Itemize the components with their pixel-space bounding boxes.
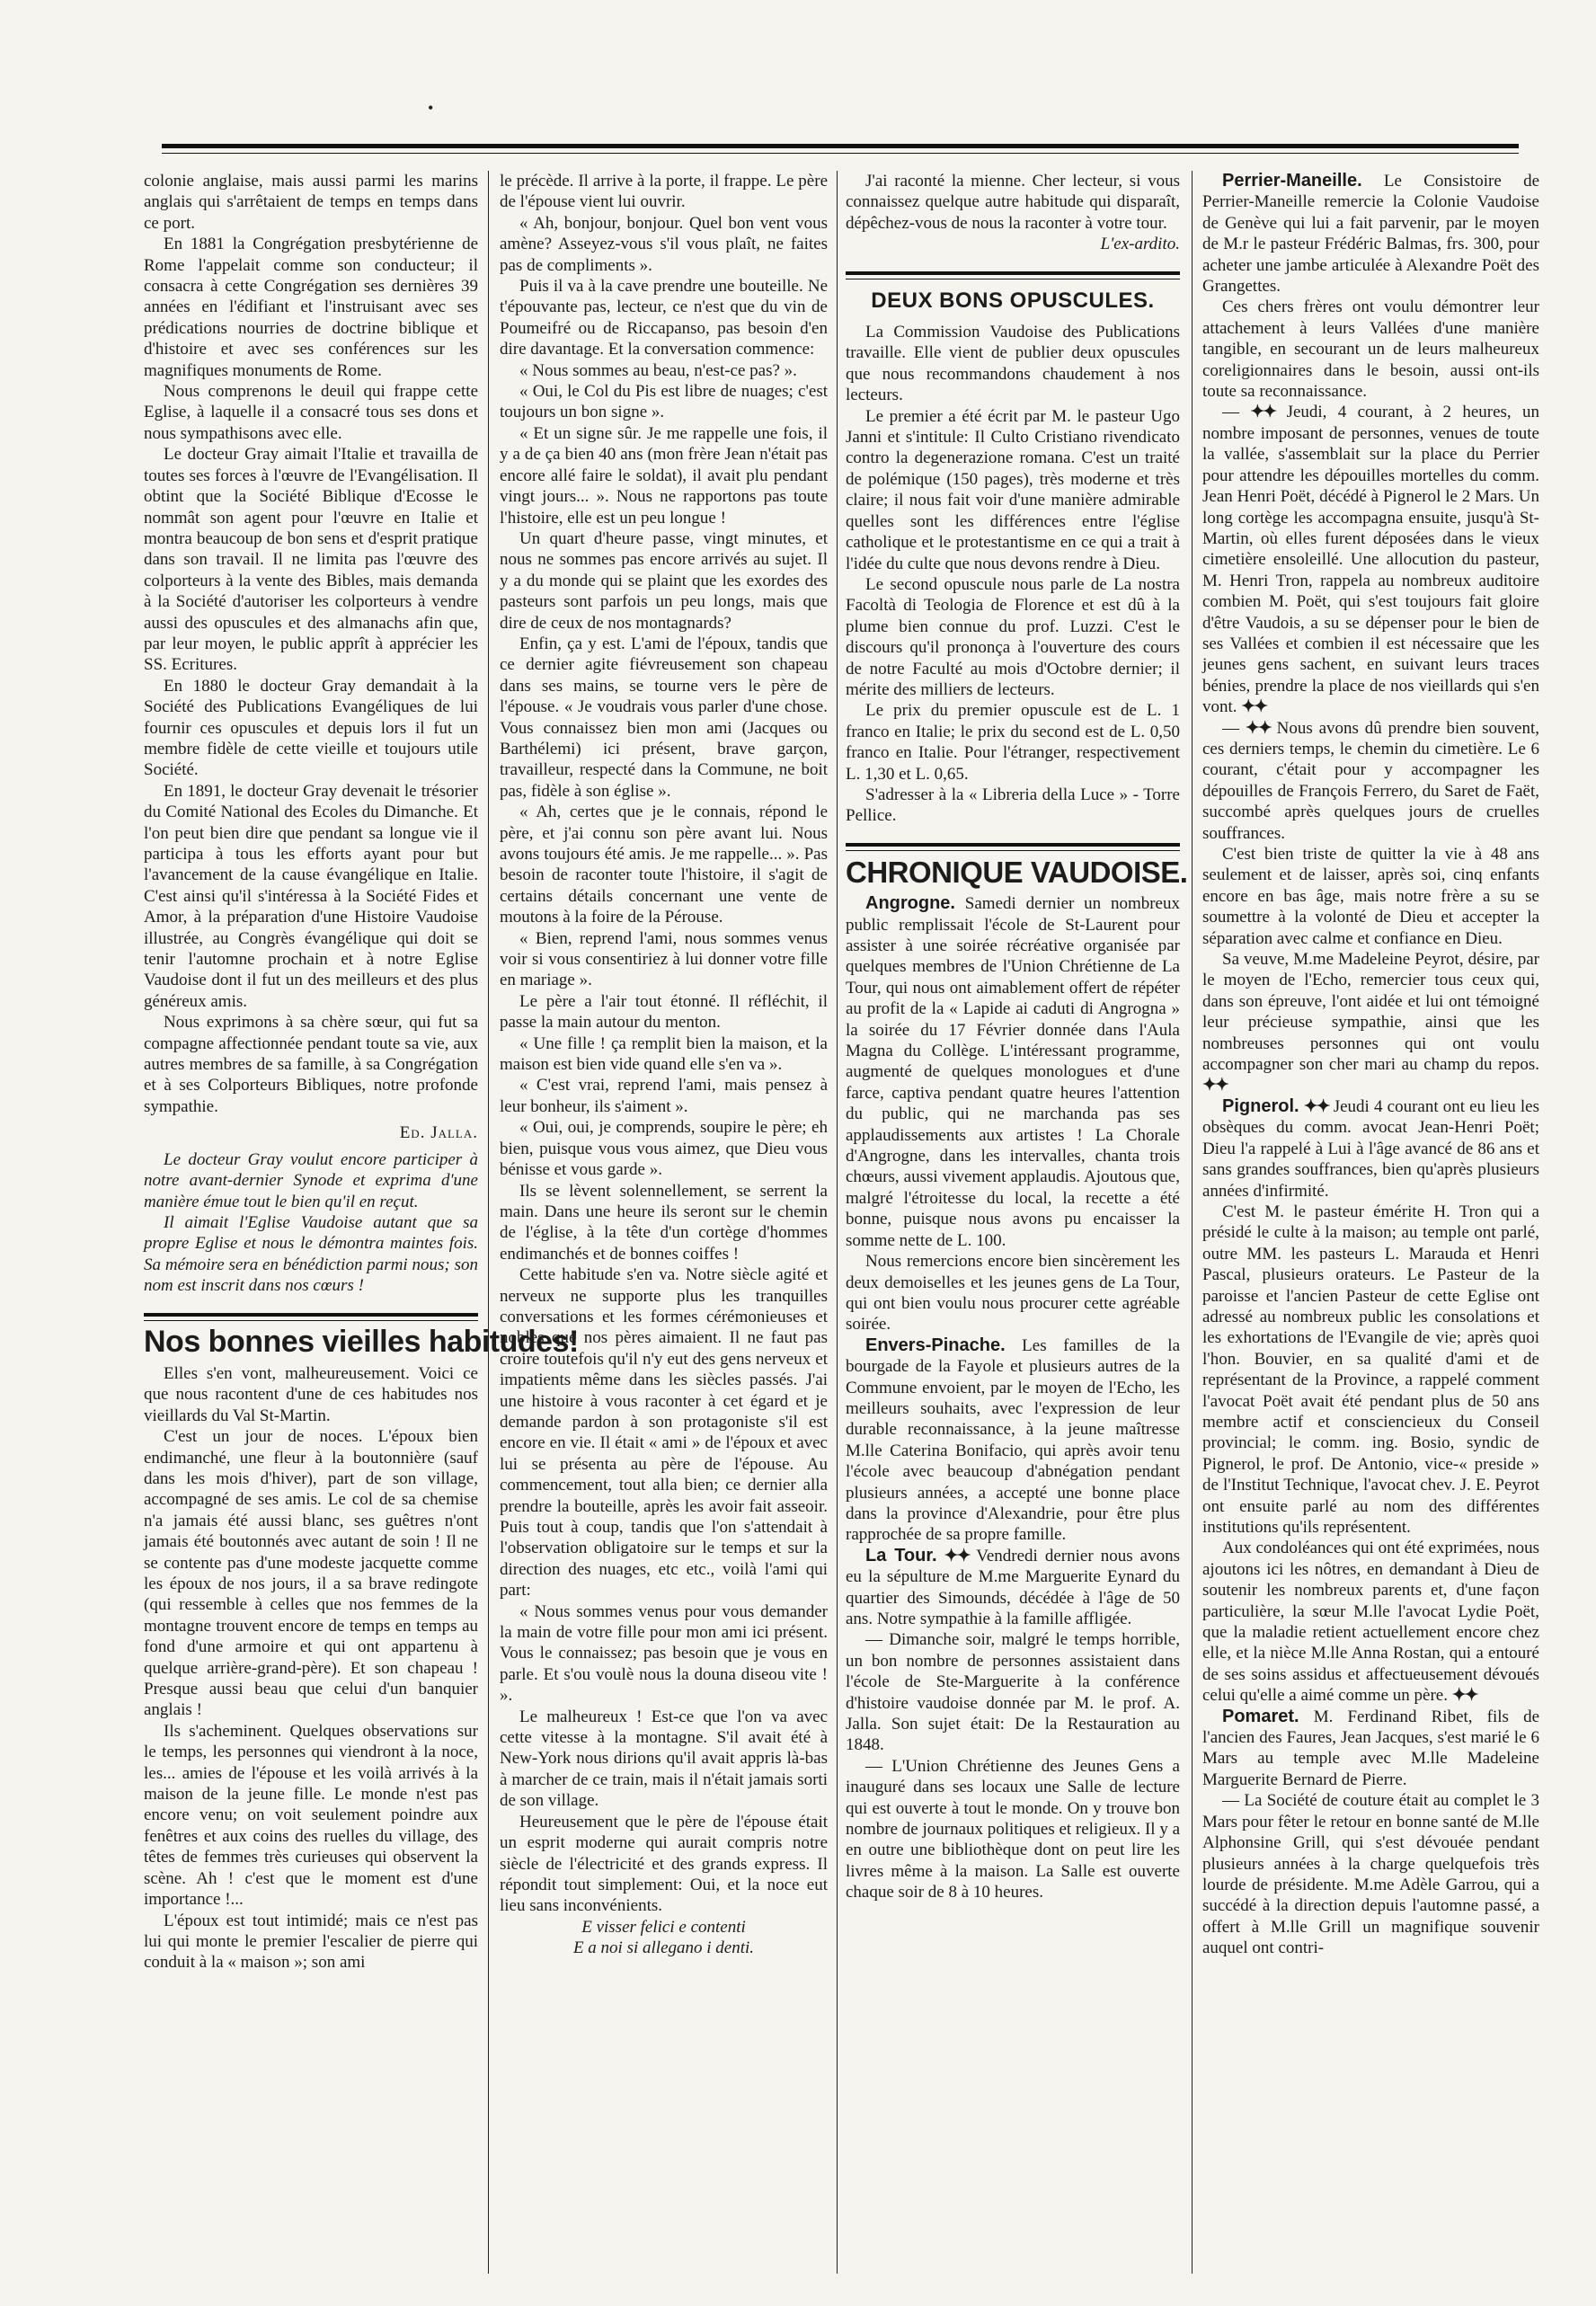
ornament-icon: ✦✦ <box>1245 718 1271 738</box>
paragraph: Un quart d'heure passe, vingt minutes, et nous ne sommes pas encore arrivés au sujet. Il y a du monde qui se plaint que les exordes des pasteurs sont parfois un peu longs, mais que dire de ceux de nos montagnards? <box>500 528 828 633</box>
paragraph-text: Samedi dernier un nombreux public remplissait l'école de St-Laurent pour assister à une soirée récréative organisée par quelques membres de l'Union Chrétienne de La Tour, qui nous ont aimablement offert de répéter au profit de la « Lapide ai caduti di Angrogna » la soirée du 17 Février donnée dans l'Aula Magna du Collège. L'intéressant programme, augmenté de quelques monologues et d'une farce, captiva pendant quatre heures l'attention du public, qui ne marchanda pas ses applaudissements aux artistes ! La Chorale d'Angrogne, dans les intervalles, chanta trois chœurs, aussi vivement applaudis. Ajoutous que, malgré l'étroitesse du local, la recette a été bonne, puisque nous avons pu encaisser la somme nette de L. 100. <box>846 894 1180 1250</box>
italic-note: Le docteur Gray voulut encore participer à notre avant-dernier Synode et exprima d'une manière émue tout le bien qu'il en reçut. <box>144 1149 478 1211</box>
header-rule <box>162 144 1519 148</box>
paragraph: J'ai raconté la mienne. Cher lecteur, si vous connaissez quelque autre habitude qui disparaît, dépêchez-vous de nous la raconter à votre tour. <box>846 172 1180 233</box>
place-label: Pignerol. <box>1222 1095 1299 1116</box>
page-top-mark: • <box>428 99 434 117</box>
paragraph: Nous remercions encore bien sincèrement les deux demoiselles et les jeunes gens de La Tour, qui ont bien voulu nous procurer cette agréable soirée. <box>846 1252 1180 1335</box>
column-1 <box>144 171 579 2283</box>
section-title: DEUX BONS OPUSCULES. <box>871 288 1155 313</box>
signature: L'ex-ardito. <box>1100 235 1180 254</box>
section-separator <box>846 271 1180 275</box>
paragraph <box>1202 171 1539 297</box>
paragraph <box>1202 1707 1539 1791</box>
ornament-icon: ✦✦ <box>1202 1076 1228 1095</box>
ornament-icon: ✦✦ <box>1303 1096 1329 1116</box>
paragraph: — La Société de couture était au complet le 3 Mars pour fêter le retour en bonne santé de M.lle Alphonsine Grill, qui s'est dévouée pendant plusieurs années à la charge quelquefois très lourde de présidente. M.me Adèle Garrou, qui a succédé à la direction depuis l'automne passé, a offert à M.lle Grill un magnifique souvenir auquel ont contri- <box>1202 1791 1539 1958</box>
ornament-icon: ✦✦ <box>944 1546 970 1565</box>
paragraph: « Bien, reprend l'ami, nous sommes venus voir si vous consentiriez à lui donner votre fille en mariage ». <box>500 928 828 990</box>
paragraph: Nous exprimons à sa chère sœur, qui fut sa compagne affectionnée pendant toute sa vie, aux autres membres de sa famille, à sa Congrégation et à ses Colporteurs Bibliques, notre profonde sympathie. <box>144 1013 478 1116</box>
place-label: Perrier-Maneille. <box>1222 171 1362 191</box>
paragraph: « Ah, certes que je le connais, répond le père, et j'ai connu son père avant lui. Nous avons toujours été amis. Je me rappelle... ». Pas besoin de raconter toute l'histoire, il s'agit de certains détails concernant une vente de moutons à la foire de la Pérouse. <box>500 803 828 927</box>
column-4 <box>1202 171 1539 2283</box>
paragraph: L'époux est tout intimidé; mais ce n'est pas lui qui monte le premier l'escalier de pierre qui conduit à la « maison »; son ami <box>144 1911 478 1973</box>
paragraph-text: Aux condoléances qui ont été exprimées, nous ajoutons ici les nôtres, en demandant à Dieu de soutenir les nombreux parents et, d'une façon particulière, la sœur M.lle l'avocat Lydie Poët, que la maladie retient actuellement encore chez elle, et la nièce M.lle Anna Rostan, qui a entouré de ses soins assidus et affectueusement dévoués celui qu'elle a aimé comme un père. <box>1202 1539 1539 1706</box>
paragraph-text: Sa veuve, M.me Madeleine Peyrot, désire, par le moyen de l'Echo, remercier tous ceux qui, dans son épreuve, l'ont aidée et lui ont témoigné leur précieuse sympathie, ainsi que les nombreuses personnes qui ont voulu accompagner son cher mari au champ du repos. <box>1202 950 1539 1075</box>
ornament-icon: ✦✦ <box>1250 403 1276 422</box>
paragraph: « Oui, oui, je comprends, soupire le père; eh bien, puisque vous vous aimez, que Dieu vous bénisse et vous garde ». <box>500 1118 828 1180</box>
header-rule-thin <box>162 153 1519 154</box>
column-2 <box>500 171 828 2283</box>
section-separator <box>144 1313 478 1317</box>
paragraph: « Une fille ! ça remplit bien la maison, et la maison est bien vide quand elle s'en va ». <box>500 1033 828 1075</box>
place-label: La Tour. <box>865 1545 937 1565</box>
paragraph-text: Jeudi 4 courant ont eu lieu les obsèques du comm. avocat Jean-Henri Poët; Dieu l'a rappelé à Lui à l'âge avancé de 86 ans et sans grandes souffrances, bien qu'après plusieurs années d'infirmité. <box>1202 1096 1540 1201</box>
paragraph: C'est M. le pasteur émérite H. Tron qui a présidé le culte à la maison; au temple ont parlé, outre MM. les pasteurs L. Marauda et Henri Pascal, plusieurs orateurs. Le Pasteur de la paroisse et l'ancien Pasteur de cette Eglise ont adressé au nombreux public les consolations et les exhortations de l'Evangile de vie; après quoi l'hon. Bouvier, en sa qualité d'ami et de représentant de la Province, a rappelé comment l'avocat Poët avait été pendant plus de 50 ans membre actif et consciencieux du Conseil provincial; le comm. ing. Bosio, syndic de Pignerol, le prof. De Antonio, vice-« preside » de l'Institut Technique, l'avocat chev. J. E. Peyrot ont ensuite parlé au nom des différentes institutions qu'ils représentent. <box>1202 1202 1539 1537</box>
paragraph: colonie anglaise, mais aussi parmi les marins anglais qui s'arrêtaient de temps en temps dans ce port. <box>144 172 478 233</box>
paragraph: « Oui, le Col du Pis est libre de nuages; c'est toujours un bon signe ». <box>500 382 828 422</box>
paragraph: En 1880 le docteur Gray demandait à la Société des Publications Evangéliques de lui fournir ces opuscules et depuis lors il fut un membre fidèle de cette vieille et toujours utile Société. <box>144 676 478 780</box>
section-separator <box>846 843 1180 847</box>
paragraph: Le docteur Gray aimait l'Italie et travailla de toutes ses forces à l'œuvre de l'Evangélisation. Il obtint que la Société Biblique d'Ecosse le nommât son agent pour l'œuvre en Italie et montra beaucoup de bon sens et d'esprit pratique dans son travail. Il ne limita pas l'œuvre des colporteurs à la vente des Bibles, mais demanda à la Société d'autoriser les colporteurs à vendre aussi des opuscules et des almanachs afin que, par leur moyen, le public apprît à apprécier les SS. Ecritures. <box>144 445 478 675</box>
paragraph: Le prix du premier opuscule est de L. 1 franco en Italie; le prix du second est de L. 0,50 franco en Italie. Pour l'étranger, respectivement L. 1,30 et L. 0,65. <box>846 701 1180 784</box>
paragraph-text: Le Consistoire de Perrier-Maneille remercie la Colonie Vaudoise de Genève qui lui a fait parvenir, par le moyen de M.r le pasteur Frédéric Balmas, frs. 300, pour acheter une jambe articulée à Alexandre Poët des Grangettes. <box>1202 172 1539 297</box>
place-label: Angrogne. <box>865 893 955 914</box>
paragraph: En 1891, le docteur Gray devenait le trésorier du Comité National des Ecoles du Dimanche. Et l'on peut bien dire que pendant sa longue vie il participa à tous les efforts ayant pour but l'avancement de la cause évangélique en Italie. C'est ainsi qu'il s'intéressa à la Société Fides et Amor, à la préparation d'une Histoire Vaudoise illustrée, au Congrès évangélique qui doit se tenir l'automne prochain et à notre Eglise Vaudoise dont il fut un des meilleurs et des plus généreux amis. <box>144 781 478 1011</box>
paragraph: — ✦✦ Nous avons dû prendre bien souvent, ces derniers temps, le chemin du cimetière. Le 6 courant, c'était pour y accompagner les dépouilles de François Ferrero, du Saret de Faët, succombé après quelques jours de cruelles souffrances. <box>1202 718 1539 843</box>
article-title: Nos bonnes vieilles habitudes! <box>144 1324 579 1359</box>
paragraph: Elles s'en vont, malheureusement. Voici ce que nous racontent d'une de ces habitudes nos vieillards du Val St-Martin. <box>144 1363 478 1425</box>
paragraph: « C'est vrai, reprend l'ami, mais pensez à leur bonheur, ils s'aiment ». <box>500 1076 828 1116</box>
paragraph <box>846 1546 1180 1630</box>
verse-line: E a noi si allegano i denti. <box>572 1938 755 1958</box>
paragraph: Puis il va à la cave prendre une bouteille. Ne t'épouvante pas, lecteur, ce n'est que du vin de Poumeifré ou de Riccapanso, pas besoin d'en dire davantage. Et la conversation commence: <box>500 277 828 359</box>
paragraph: — Dimanche soir, malgré le temps horrible, un bon nombre de personnes assistaient dans l'école de Ste-Marguerite à la conférence d'histoire vaudoise donnée par M. le prof. A. Jalla. Son sujet était: De la Restauration au 1848. <box>846 1630 1180 1755</box>
section-separator-thin <box>846 850 1180 851</box>
paragraph: Le malheureux ! Est-ce que l'on va avec cette vitesse à la montagne. S'il avait été à New-York nous dirions qu'il avait appris là-bas à marcher de ce train, mais il n'était jamais sorti de son village. <box>500 1707 828 1811</box>
ornament-icon: ✦✦ <box>1241 697 1267 717</box>
paragraph-text: Vendredi dernier nous avons eu la sépulture de M.me Marguerite Eynard du quartier des Simounds, décédée à l'âge de 50 ans. Notre sympathie à la famille affligée. <box>846 1546 1180 1628</box>
column-divider <box>488 171 489 2274</box>
verse-line: E visser felici e contenti <box>581 1917 746 1937</box>
place-label: Envers-Pinache. <box>865 1335 1006 1355</box>
paragraph: Cette habitude s'en va. Notre siècle agité et nerveux ne supporte plus les tranquilles conversations et les formes cérémonieuses et nobles que nos pères aimaient. Il ne faut pas croire toutefois qu'il n'y eut des gens nerveux et impatients même dans les siècles passés. J'ai une histoire à vous raconter à cet égard et je demande pardon à son protagoniste s'il est encore en vie. Il était « ami » de l'époux et avec lui se présenta au père de l'épouse. Au commencement, tout alla bien; ce dernier alla prendre la bouteille, après les avoir fait asseoir. Puis tout à coup, tandis que l'on s'attendait à l'observation obligatoire sur le temps et sur la direction des nuages, etc etc., voilà l'ami qui part: <box>500 1265 828 1601</box>
paragraph: Ces chers frères ont voulu démontrer leur attachement à leurs Vallées d'une manière tangible, en secourant un de leurs malheureux coreligionnaires dans le besoin, aussi ont-ils toute sa reconnaissance. <box>1202 297 1539 402</box>
paragraph <box>1202 1538 1539 1706</box>
paragraph: Le second opuscule nous parle de La nostra Facoltà di Teologia de Florence et est dû à la plume bien connue du prof. Luzzi. C'est le discours qu'il prononça à l'ouverture des cours de notre Faculté au mois d'Octobre dernier; il mérite des milliers de lecteurs. <box>846 574 1180 699</box>
paragraph: Heureusement que le père de l'épouse était un esprit moderne qui aurait compris notre siècle de l'électricité et des grands express. Il répondit tout simplement: Oui, et la noce eut lieu sans inconvénients. <box>500 1812 828 1916</box>
paragraph-text: Les familles de la bourgade de la Fayole et plusieurs autres de la Commune envoient, par le moyen de l'Echo, les meilleurs souhaits, avec l'expression de leur durable reconnaissance, à la jeune maîtresse M.lle Caterina Bonifacio, qui après avoir tenu l'école avec beaucoup d'abnégation pendant plusieurs années, a accepté une bonne place dans la province d'Alexandrie, pour être plus rapprochée de sa propre famille. <box>846 1335 1181 1545</box>
paragraph <box>1202 1096 1539 1202</box>
paragraph: « Ah, bonjour, bonjour. Quel bon vent vous amène? Asseyez-vous s'il vous plaît, ne faites pas de compliments ». <box>500 213 828 275</box>
paragraph: Le premier a été écrit par M. le pasteur Ugo Janni et s'intitule: Il Culto Cristiano rivendicato contro la degenerazione romana. C'est un traité de polémique (150 pages), très moderne et très claire; il nous fait voir d'une manière admirable quelles sont les différences entre l'église catholique et le protestantisme en ce qui a trait à l'idée du culte que nous devons rendre à Dieu. <box>846 406 1180 573</box>
paragraph <box>846 893 1180 1251</box>
paragraph: Ils se lèvent solennellement, se serrent la main. Dans une heure ils seront sur le chemin de l'église, à la tête d'un cortège d'hommes endimanchés et de bonnes coiffes ! <box>500 1181 828 1264</box>
place-label: Pomaret. <box>1222 1706 1299 1726</box>
paragraph: Ils s'acheminent. Quelques observations sur le temps, les personnes qui viendront à la noce, les... amies de l'épouse et les voilà arrivés à la maison de la jeune fille. Le monde n'est pas encore venu; on voit seulement poindre aux fenêtres et aux coins des ruelles du village, des têtes de femmes très curieuses qui observent la scène. Ah ! c'est que le moment est d'une importance !... <box>144 1721 478 1910</box>
paragraph: Enfin, ça y est. L'ami de l'époux, tandis que ce dernier agite fiévreusement son chapeau dans ses mains, se tourne vers le père de l'épouse. « Je voudrais vous parler d'une chose. Vous connaissez bien mon ami (Jacques ou Barthélemi) ici présent, brave garçon, travailleur, respecté dans la Commune, ne boit pas, fidèle à son église ». <box>500 634 828 801</box>
paragraph-text: M. Ferdinand Ribet, fils de l'ancien des Faures, Jean Jacques, s'est marié le 6 Mars au temple avec M.lle Madeleine Marguerite Bernard de Pierre. <box>1202 1707 1540 1789</box>
paragraph: « Nous sommes venus pour vous demander la main de votre fille pour mon ami ici présent. Vous le connaissez; pas besoin que je vous en parle. Et s'ou voulè nous la douna diseou vite ! ». <box>500 1601 828 1706</box>
paragraph: « Et un signe sûr. Je me rappelle une fois, il y a de ça bien 40 ans (mon frère Jean n'était pas encore allé faire le soldat), il avait plu pendant vingt jours... ». Nous ne rapportons pas toute l'histoire, elle est un peu longue ! <box>500 423 828 528</box>
paragraph: Le père a l'air tout étonné. Il réfléchit, il passe la main autour du menton. <box>500 991 828 1033</box>
paragraph-text: Jeudi, 4 courant, à 2 heures, un nombre imposant de personnes, venues de toute la vallée, s'assemblait sur la place du Perrier pour attendre les dépouilles mortelles du comm. Jean Henri Poët, décédé à Pignerol le 2 Mars. Un long cortège les accompagna ensuite, jusqu'à St-Martin, où elles furent déposées dans le vieux cimetière ensoleillé. Une allocution du pasteur, M. Henri Tron, rappela au nombreux auditoire combien M. Poët, qui s'est toujours fait gloire d'être Vaudois, a su se dépenser pour le bien de ses Vallées et combien il est nécessaire que les jeunes gens sachent, en suivant leurs traces bénies, prendre la place de nos vieillards qui s'en vont. <box>1202 403 1540 717</box>
column-divider <box>837 171 838 2274</box>
paragraph: C'est un jour de noces. L'époux bien endimanché, une fleur à la boutonnière (sauf dans les mois d'hiver), part de son village, accompagné de ses amis. Le col de sa chemise n'a jamais été aussi blanc, ses guêtres n'ont jamais été boutonnés avec autant de soin ! Il ne se contente pas d'une modeste jacquette comme les époux de nos jours, il a sa brave redingote (qui ressemble à celles que nos femmes de la montagne trouvent encore de temps en temps au fond d'une armoire et qui ont appartenu à quelque arrière-grand-père). Et son chapeau ! Presque aussi beau que celui d'un banquier anglais ! <box>144 1427 478 1720</box>
italic-note: Il aimait l'Eglise Vaudoise autant que sa propre Eglise et nous le démontra maintes fois. Sa mémoire sera en bénédiction parmi nous; son nom est inscrit dans nos cœurs ! <box>144 1212 478 1296</box>
paragraph: La Commission Vaudoise des Publications travaille. Elle vient de publier deux opuscules que nous recommandons chaudement à nos lecteurs. <box>846 323 1180 405</box>
paragraph <box>1202 949 1539 1096</box>
ornament-icon: ✦✦ <box>1451 1686 1477 1706</box>
paragraph: — ✦✦ Jeudi, 4 courant, à 2 heures, un nombre imposant de personnes, venues de toute la vallée, s'assemblait sur la place du Perrier pour attendre les dépouilles mortelles du comm. Jean Henri Poët, décédé à Pignerol le 2 Mars. Un long cortège les accompagna ensuite, jusqu'à St-Martin, où elles furent déposées dans le vieux cimetière ensoleillé. Une allocution du pasteur, M. Henri Tron, rappela au nombreux auditoire combien M. Poët, qui s'est toujours fait gloire d'être Vaudois, a su se dépenser pour le bien de ses Vallées et combien il est nécessaire que les jeunes gens sachent, en suivant leurs traces bénies, prendre la place de nos vieillards qui s'en vont. ✦✦ <box>1202 403 1540 717</box>
paragraph-text: Nous avons dû prendre bien souvent, ces derniers temps, le chemin du cimetière. Le 6 courant, c'était pour y accompagner les dépouilles de François Ferrero, du Saret de Faët, succombé après quelques jours de cruelles souffrances. <box>1202 718 1539 843</box>
paragraph: le précède. Il arrive à la porte, il frappe. Le père de l'épouse vient lui ouvrir. <box>500 172 828 212</box>
paragraph: C'est bien triste de quitter la vie à 48 ans seulement et de laisser, après soi, cinq enfants encore en bas âge, mais notre frère a su se soumettre à la volonté de Dieu et accepter la séparation avec calme et confiance en Dieu. <box>1202 845 1539 948</box>
paragraph: S'adresser à la « Libreria della Luce » - Torre Pellice. <box>846 785 1180 826</box>
section-separator-thin <box>144 1320 478 1321</box>
paragraph: Nous comprenons le deuil qui frappe cette Eglise, à laquelle il a consacré tous ses dons et nous sympathisons avec elle. <box>144 382 478 443</box>
paragraph: En 1881 la Congrégation presbytérienne de Rome l'appelait comme son conducteur; il consacra à cette Congrégation ses dernières 39 années en l'édifiant et l'instruisant avec ses prédications nourries de doctrine biblique et d'histoire et avec ses conférences sur les magnifiques monuments de Rome. <box>144 235 478 380</box>
column-3 <box>846 171 1188 2283</box>
paragraph: « Nous sommes au beau, n'est-ce pas? ». <box>519 360 797 380</box>
signature: Ed. Jalla. <box>399 1123 478 1143</box>
column-divider <box>1192 171 1193 2274</box>
section-title: CHRONIQUE VAUDOISE. <box>846 855 1188 889</box>
paragraph <box>846 1335 1180 1546</box>
paragraph: — L'Union Chrétienne des Jeunes Gens a inauguré dans ses locaux une Salle de lecture qui est ouverte à tout le monde. On y trouve bon nombre de journaux politiques et religieux. Il y a en outre une bibliothèque dont on peut lire les livres même à la maison. La Salle est ouverte chaque soir de 8 à 10 heures. <box>846 1756 1180 1902</box>
